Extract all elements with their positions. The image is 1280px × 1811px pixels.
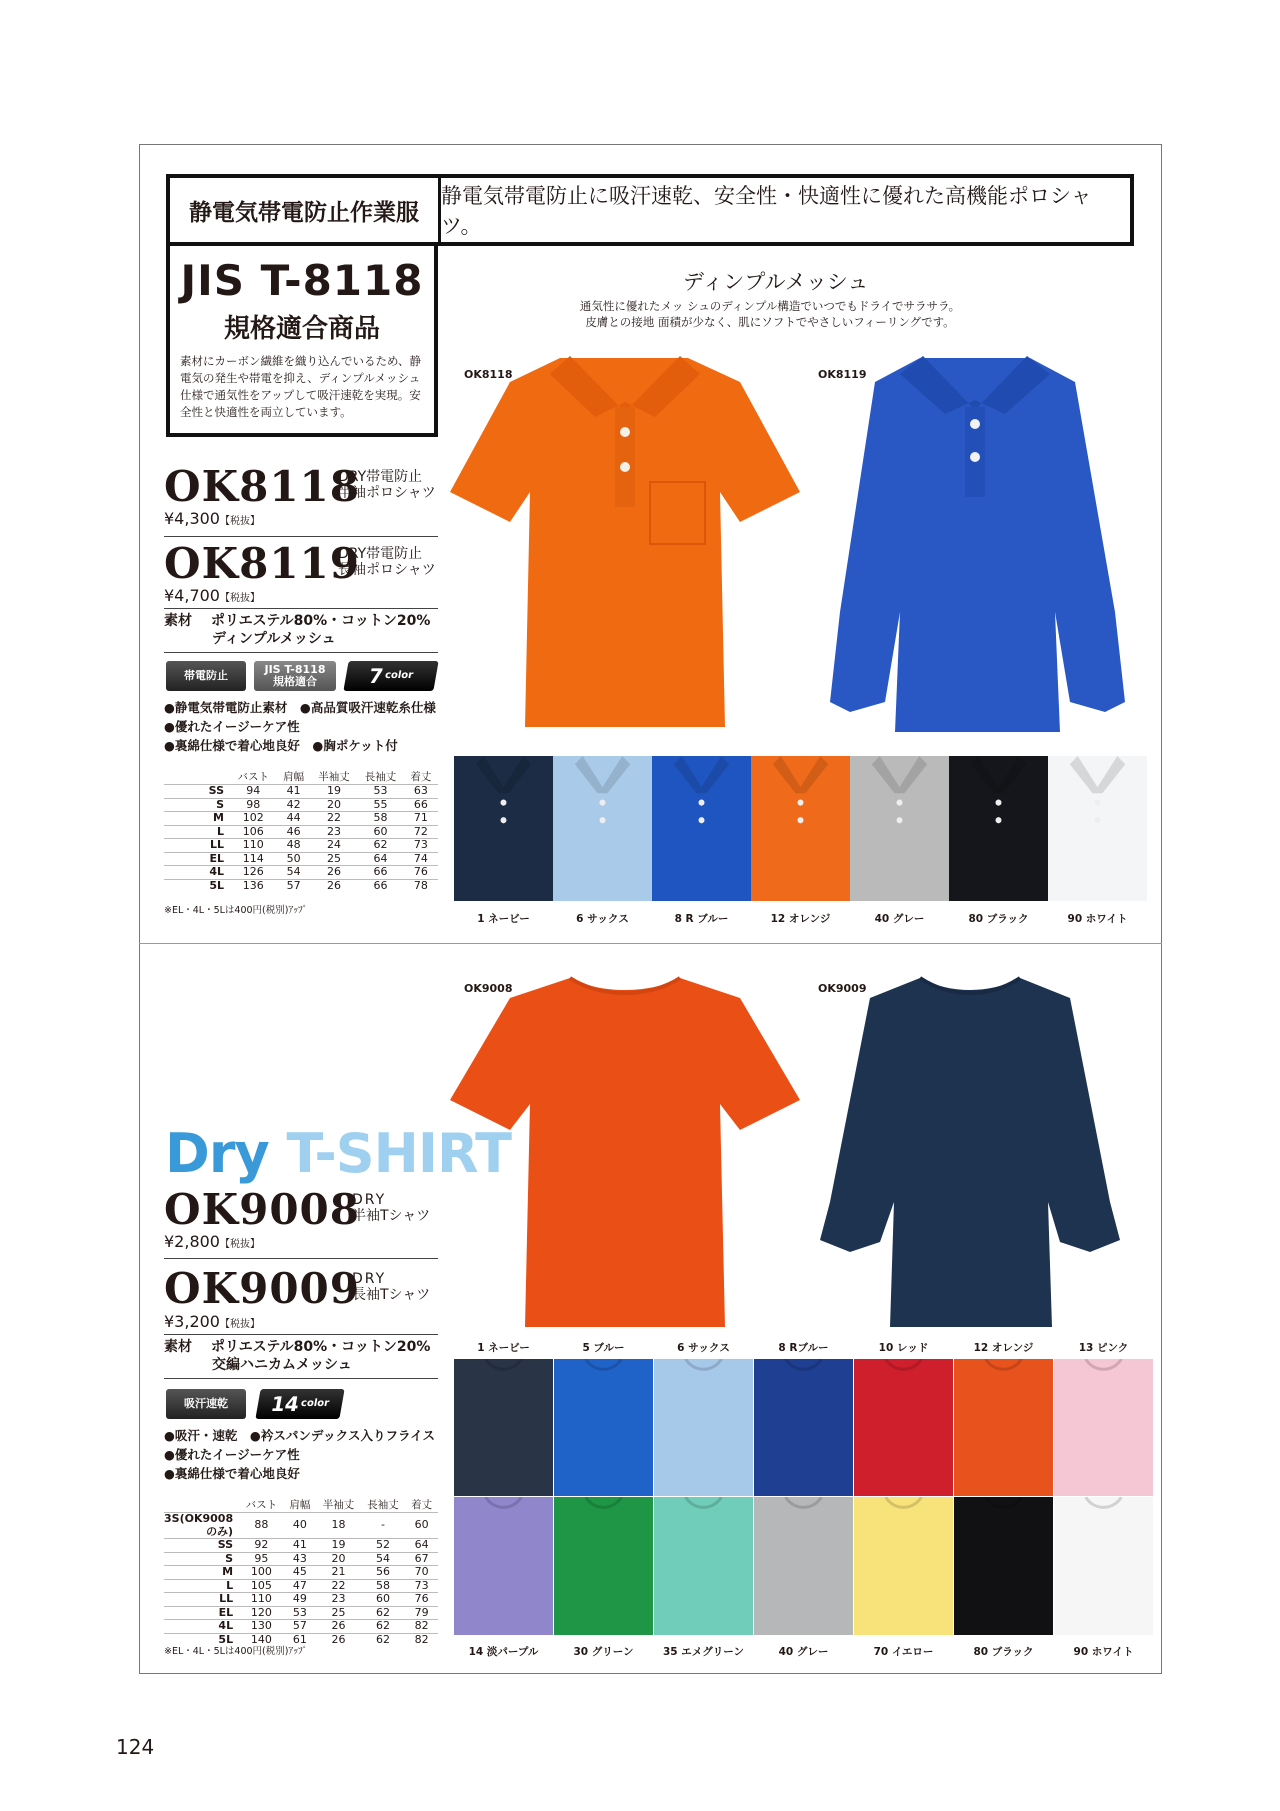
size-label: LL [164,839,230,853]
size-label: S [164,798,230,812]
color-unit: color [300,1398,330,1409]
swatch-fabric [554,1497,653,1635]
size-value: 53 [357,785,404,799]
size-value: 23 [316,1593,361,1607]
button-icon [798,817,804,823]
size-value: 60 [405,1513,438,1539]
size-value: 62 [357,839,404,853]
size-value: 26 [311,866,358,880]
price-value: ¥4,300 [164,509,220,528]
size-header: 長袖丈 [367,1499,399,1511]
size-value: 60 [357,825,404,839]
size-label: L [164,825,230,839]
feature-item: ●優れたイージーケア性 [164,719,300,734]
size-value: 79 [405,1606,438,1620]
swatch-fabric [754,1497,853,1635]
size-label: S [164,1552,239,1566]
size-label: L [164,1579,239,1593]
size-value: 50 [277,852,311,866]
size-value: 66 [357,879,404,892]
button-icon [897,817,903,823]
color-label: 6 サックス [576,913,629,925]
swatch-fabric [754,1359,853,1496]
feature-item: ●吸汗・速乾 ●衿スパンデックス入りフライス [164,1428,435,1443]
color-swatch [854,1359,953,1496]
color-label: 40 グレー [874,913,925,925]
button-icon [1095,800,1101,806]
size-value: 102 [230,812,277,826]
price-value: ¥2,800 [164,1232,220,1251]
size-value: 20 [311,798,358,812]
rule [164,1258,438,1259]
price-value: ¥4,700 [164,586,220,605]
model-code: OK9009 [164,1264,360,1313]
color-swatch [954,1359,1053,1496]
size-value: 19 [316,1539,361,1553]
model-price [164,509,260,528]
size-value: 54 [361,1552,406,1566]
size-value: 62 [361,1633,406,1646]
price-value: ¥3,200 [164,1312,220,1331]
size-value: 44 [277,812,311,826]
button-icon [970,419,980,429]
swatch-fabric [554,1359,653,1496]
size-value: 45 [284,1566,317,1580]
size-value: 78 [404,879,438,892]
feature-item: ●優れたイージーケア性 [164,1447,300,1462]
size-header: 半袖丈 [318,771,350,783]
polo-short-image [440,352,810,732]
size-value: 61 [284,1633,317,1646]
color-label: 70 イエロー [873,1646,934,1658]
size-value: 73 [405,1579,438,1593]
size-note: ※EL・4L・5Lは400円(税別)ｱｯﾌﾟ [164,1646,308,1657]
size-value: 130 [239,1620,284,1634]
color-label: 80 ブラック [973,1646,1034,1658]
color-swatch [1054,1497,1153,1635]
size-value: 82 [405,1620,438,1634]
size-table [164,769,438,892]
color-swatch [949,756,1048,901]
tagline: 静電気帯電防止に吸汗速乾、安全性・快適性に優れた高機能ポロシャツ。 [441,184,1092,238]
model-desc-line1: DRY帯電防止 [338,546,423,562]
size-value: 95 [239,1552,284,1566]
color-label: 80 ブラック [968,913,1029,925]
jis-box [166,246,438,437]
tax-label: 【税抜】 [219,516,260,527]
size-header: バスト [237,771,270,783]
size-row [164,879,438,892]
size-value: 56 [361,1566,406,1580]
size-value: 82 [405,1633,438,1646]
size-header: 着丈 [411,1499,433,1511]
size-note: ※EL・4L・5Lは400円(税別)ｱｯﾌﾟ [164,905,308,916]
size-value: 26 [316,1633,361,1646]
swatch-fabric [454,1497,553,1635]
size-value: 64 [357,852,404,866]
jis-title: JIS T-8118 [180,256,424,305]
size-value: 140 [239,1633,284,1646]
size-header: バスト [245,1499,278,1511]
size-value: 67 [405,1552,438,1566]
size-label: 3S(OK9008のみ) [164,1513,239,1539]
button-icon [620,427,630,437]
color-swatch [554,1497,653,1635]
swatch-fabric [1048,756,1147,901]
color-count: 7 [366,664,386,688]
material [164,1338,430,1374]
size-value: 43 [284,1552,317,1566]
swatch-fabric [654,1497,753,1635]
size-value: 42 [277,798,311,812]
color-swatch [850,756,949,901]
model-desc-line2: 長袖ポロシャツ [338,562,436,578]
page-number: 124 [116,1735,155,1759]
size-value: 71 [404,812,438,826]
model-code: OK9008 [164,1185,360,1234]
swatch-fabric [654,1359,753,1496]
size-value: 120 [239,1606,284,1620]
model-desc-line2: 半袖ポロシャツ [338,485,436,501]
size-row [164,1579,438,1593]
color-swatch [751,756,850,901]
size-value: 41 [277,785,311,799]
size-value: 19 [311,785,358,799]
size-row [164,1606,438,1620]
button-icon [897,800,903,806]
size-value: 74 [404,852,438,866]
size-value: 57 [284,1620,317,1634]
model-desc-line1: DRY [352,1192,387,1208]
size-row [164,866,438,880]
color-swatch [553,756,652,901]
color-label: 30 グリーン [573,1646,634,1658]
size-value: 58 [357,812,404,826]
size-row [164,1552,438,1566]
model-desc [352,1271,430,1303]
button-icon [600,800,606,806]
button-icon [798,800,804,806]
material-line1: ポリエステル80%・コットン20% [210,613,431,629]
size-value: 53 [284,1606,317,1620]
size-value: 25 [311,852,358,866]
color-swatch [954,1497,1053,1635]
size-value: 136 [230,879,277,892]
size-row [164,852,438,866]
size-value: 100 [239,1566,284,1580]
size-value: 66 [357,866,404,880]
size-value: 18 [316,1513,361,1539]
jis-badge-line2: 規格適合 [272,675,317,688]
image-code: OK9008 [464,982,513,995]
header-bar [166,174,1134,246]
size-row [164,1539,438,1553]
size-value: 63 [404,785,438,799]
model-desc [338,546,436,578]
swatch-fabric [954,1359,1053,1496]
size-label: EL [164,1606,239,1620]
swatch-fabric [1054,1359,1153,1496]
color-swatch [1048,756,1147,901]
title-dry: Dry [165,1122,269,1185]
size-header: 肩幅 [289,1499,311,1511]
model-price [164,1232,260,1251]
color-swatch [652,756,751,901]
button-icon [501,817,507,823]
size-value: 98 [230,798,277,812]
color-swatch [654,1497,753,1635]
button-icon [699,817,705,823]
color-count: 14 [268,1392,302,1416]
size-value: 22 [316,1579,361,1593]
rule [164,1378,438,1379]
model-code: OK8118 [164,462,360,511]
size-value: 70 [405,1566,438,1580]
size-value: 40 [284,1513,317,1539]
image-code: OK8119 [818,368,867,381]
size-table [164,1497,438,1646]
button-icon [600,817,606,823]
model-desc-line2: 長袖Tシャツ [352,1287,431,1303]
color-swatch [854,1497,953,1635]
swatch-fabric [854,1497,953,1635]
rule [164,652,438,653]
size-value: 126 [230,866,277,880]
size-label: SS [164,785,230,799]
size-value: 41 [284,1539,317,1553]
color-label: 12 オレンジ [770,913,831,925]
jis-badge-line1: JIS T-8118 [264,663,326,676]
size-value: 46 [277,825,311,839]
color-swatch [454,756,553,901]
color-swatch [1054,1359,1153,1496]
material-line2: ディンプルメッシュ [212,631,336,647]
jis-badge [254,661,336,691]
title-tshirt: T-SHIRT [286,1122,511,1185]
size-label: EL [164,852,230,866]
size-value: 24 [311,839,358,853]
size-value: - [361,1513,406,1539]
size-label: 4L [164,866,230,880]
size-value: 64 [405,1539,438,1553]
model-price [164,586,260,605]
swatch-fabric [553,756,652,901]
color-count-badge [343,661,438,691]
swatch-fabric [949,756,1048,901]
button-icon [996,817,1002,823]
mesh-desc-line1: 通気性に優れたメッ シュのディンプル構造でいつでもドライでサラサラ。 [579,299,961,313]
size-value: 92 [239,1539,284,1553]
color-label: 1 ネービー [477,1342,530,1354]
button-icon [501,800,507,806]
size-value: 22 [311,812,358,826]
feature-item: ●裏綿仕様で着心地良好 [164,1466,300,1481]
size-value: 23 [311,825,358,839]
size-header: 着丈 [410,771,432,783]
color-label: 8 R ブルー [674,913,729,925]
tshirt-long-image [790,972,1140,1332]
size-label: LL [164,1593,239,1607]
model-code: OK8119 [164,539,360,588]
swatch-fabric [454,756,553,901]
color-label: 90 ホワイト [1073,1646,1134,1658]
rule [164,608,438,609]
tax-label: 【税抜】 [219,593,260,604]
size-label: M [164,812,230,826]
size-value: 76 [405,1593,438,1607]
color-swatch [454,1359,553,1496]
size-value: 110 [230,839,277,853]
model-desc-line1: DRY [352,1271,387,1287]
material-label: 素材 [164,613,192,629]
button-icon [996,800,1002,806]
size-value: 105 [239,1579,284,1593]
color-swatch [754,1359,853,1496]
color-label: 35 エメグリーン [662,1646,745,1658]
color-label: 12 オレンジ [973,1342,1034,1354]
size-value: 66 [404,798,438,812]
swatch-fabric [454,1359,553,1496]
size-value: 94 [230,785,277,799]
size-row [164,1620,438,1634]
size-value: 26 [316,1620,361,1634]
size-value: 25 [316,1606,361,1620]
size-value: 48 [277,839,311,853]
swatch-fabric [1054,1497,1153,1635]
category-title: 静電気帯電防止作業服 [170,178,441,242]
size-value: 72 [404,825,438,839]
material [164,612,430,648]
swatch-fabric [954,1497,1053,1635]
size-label: 5L [164,1633,239,1646]
size-value: 62 [361,1620,406,1634]
size-label: 5L [164,879,230,892]
model-desc [338,469,436,501]
color-label: 10 レッド [878,1342,929,1354]
color-label: 6 サックス [677,1342,730,1354]
size-value: 106 [230,825,277,839]
button-icon [620,462,630,472]
model-desc-line2: 半袖Tシャツ [352,1208,431,1224]
color-label: 13 ピンク [1078,1342,1129,1354]
feature-item: ●裏綿仕様で着心地良好 ●胸ポケット付 [164,738,398,753]
size-row [164,825,438,839]
image-code: OK8118 [464,368,513,381]
color-swatch [754,1497,853,1635]
material-line1: ポリエステル80%・コットン20% [210,1339,431,1355]
size-value: 62 [361,1606,406,1620]
size-label: 4L [164,1620,239,1634]
feature-item: ●静電気帯電防止素材 ●高品質吸汗速乾糸仕様 [164,700,436,715]
size-value: 60 [361,1593,406,1607]
mesh-title: ディンプルメッシュ [683,270,869,294]
size-row [164,1593,438,1607]
image-code: OK9009 [818,982,867,995]
color-label: 14 淡パープル [468,1646,539,1658]
size-label: M [164,1566,239,1580]
size-value: 58 [361,1579,406,1593]
color-label: 90 ホワイト [1067,913,1128,925]
size-value: 73 [404,839,438,853]
size-row [164,839,438,853]
size-row [164,812,438,826]
size-value: 110 [239,1593,284,1607]
size-value: 52 [361,1539,406,1553]
size-value: 21 [316,1566,361,1580]
model-desc-line1: DRY帯電防止 [338,469,423,485]
color-unit: color [384,670,415,681]
section-divider [139,943,1162,944]
size-value: 76 [404,866,438,880]
size-row [164,1513,438,1539]
size-value: 54 [277,866,311,880]
color-label: 40 グレー [778,1646,829,1658]
size-value: 20 [316,1552,361,1566]
size-value: 55 [357,798,404,812]
mesh-desc-line2: 皮膚との接地 面積が少なく、肌にソフトでやさしいフィーリングです。 [585,315,955,329]
size-value: 47 [284,1579,317,1593]
size-row [164,785,438,799]
model-price [164,1312,260,1331]
jis-description: 素材にカーボン繊維を織り込んでいるため、静電気の発生や帯電を抑え、ディンプルメッシュ仕様で通気性をアップして吸汗速乾を実現。安全性と快適性を両立しています。 [180,354,422,419]
color-swatch [554,1359,653,1496]
button-icon [970,452,980,462]
color-label: 8 Rブルー [778,1342,829,1354]
tax-label: 【税抜】 [219,1239,260,1250]
size-value: 49 [284,1593,317,1607]
rule [164,1334,438,1335]
button-icon [699,800,705,806]
polo-long-image [805,352,1145,737]
color-label: 1 ネービー [477,913,530,925]
jis-subtitle: 規格適合商品 [223,314,380,344]
mesh-description [560,298,980,330]
size-row [164,798,438,812]
size-value: 26 [311,879,358,892]
size-value: 88 [239,1513,284,1539]
color-count-badge [255,1389,344,1419]
swatch-fabric [751,756,850,901]
dry-tshirt-title [165,1122,511,1185]
tax-label: 【税抜】 [219,1319,260,1330]
material-line2: 交編ハニカムメッシュ [212,1357,352,1373]
color-swatch [654,1359,753,1496]
size-value: 57 [277,879,311,892]
size-label: SS [164,1539,239,1553]
antistatic-badge: 帯電防止 [166,661,246,691]
size-row [164,1566,438,1580]
swatch-fabric [850,756,949,901]
button-icon [1095,817,1101,823]
swatch-fabric [854,1359,953,1496]
feature-list [164,698,436,755]
size-value: 114 [230,852,277,866]
size-header: 半袖丈 [322,1499,355,1511]
polo-short-placket [615,407,635,507]
swatch-fabric [652,756,751,901]
size-header: 肩幅 [283,771,305,783]
rule [164,536,438,537]
color-swatch [454,1497,553,1635]
tshirt-long-body [820,978,1120,1327]
material-label: 素材 [164,1339,192,1355]
quick-dry-badge: 吸汗速乾 [166,1389,246,1419]
feature-list [164,1426,435,1483]
model-desc [352,1192,430,1224]
size-header: 長袖丈 [364,771,397,783]
color-label: 5 ブルー [582,1342,625,1354]
